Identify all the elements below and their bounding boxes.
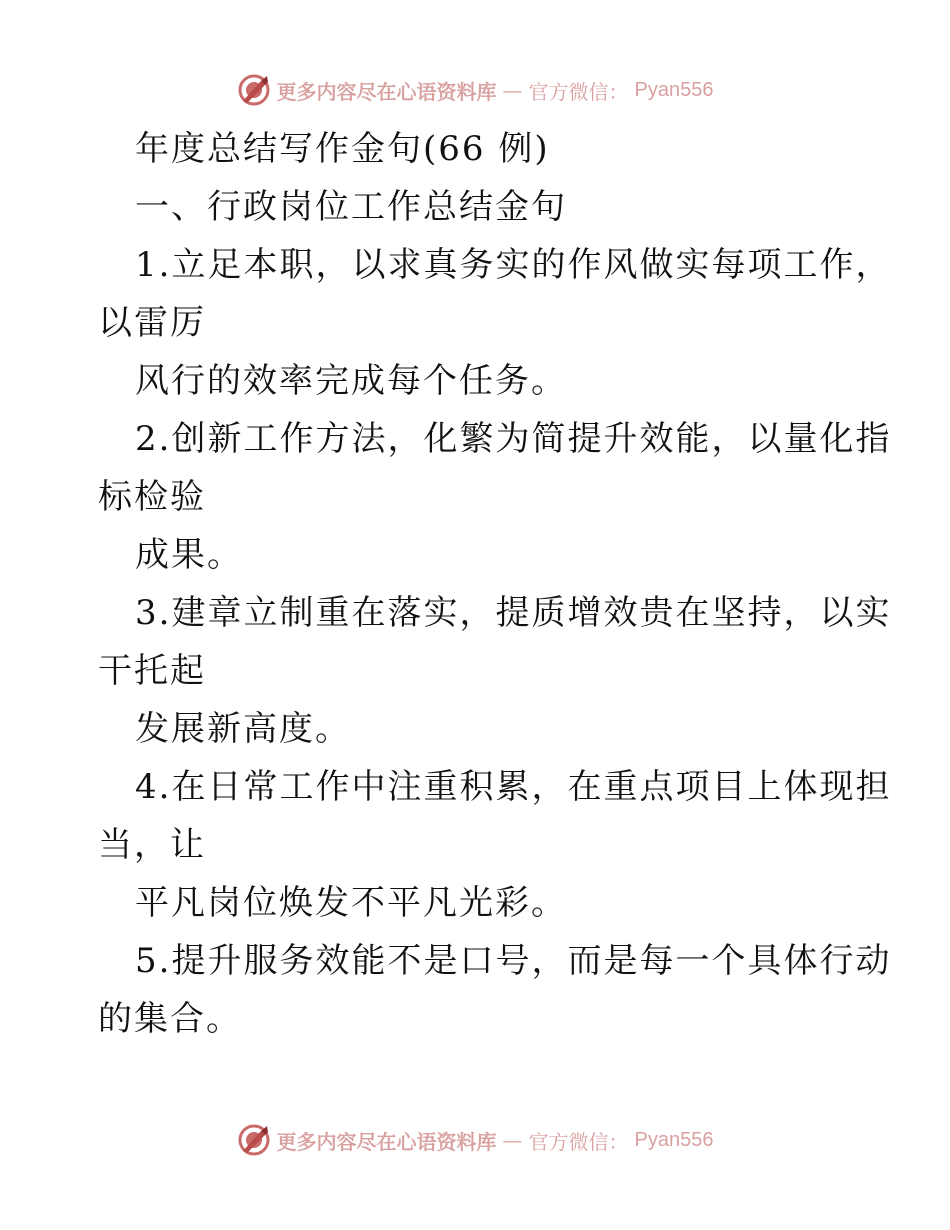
paragraph-line: 1.立足本职，以求真务实的作风做实每项工作， (135, 245, 892, 285)
paragraph-line: 当，让 (98, 825, 206, 865)
footer-banner-content (237, 1123, 714, 1157)
paragraph-line: 3.建章立制重在落实，提质增效贵在坚持，以实 (135, 593, 892, 633)
paragraph-line: 发展新高度。 (135, 709, 351, 749)
footer-banner (0, 1120, 950, 1160)
paragraph-line: 干托起 (98, 651, 206, 691)
paragraph-line: 风行的效率完成每个任务。 (135, 361, 567, 401)
paragraph-line: 4.在日常工作中注重积累，在重点项目上体现担 (135, 767, 892, 807)
paragraph-line: 2.创新工作方法，化繁为简提升效能，以量化指 (135, 419, 892, 459)
document-title: 年度总结写作金句(66 例) (135, 129, 550, 169)
paragraph-line: 5.提升服务效能不是口号，而是每一个具体行动 (135, 941, 892, 981)
pen-logo-icon (237, 1123, 271, 1157)
pen-logo-icon (237, 73, 271, 107)
paragraph-line: 的集合。 (98, 999, 242, 1039)
header-wechat-label: 官方微信： (528, 79, 629, 104)
header-banner-content (237, 73, 714, 107)
footer-banner-text: 更多内容尽在心语资料库 (276, 1129, 497, 1154)
footer-wechat-label: 官方微信： (528, 1129, 629, 1154)
footer-wechat-id: Pyan556 (634, 1128, 714, 1151)
paragraph-line: 成果。 (135, 535, 243, 575)
paragraph-line: 以雷厉 (98, 303, 206, 343)
header-banner-text: 更多内容尽在心语资料库 (276, 79, 497, 104)
paragraph-line: 平凡岗位焕发不平凡光彩。 (135, 883, 567, 923)
footer-banner-dash: — (502, 1128, 523, 1152)
document-body (98, 120, 892, 1048)
header-banner (0, 70, 950, 110)
header-wechat-id: Pyan556 (634, 78, 714, 101)
section-heading: 一、行政岗位工作总结金句 (135, 187, 567, 227)
paragraph-line: 标检验 (98, 477, 206, 517)
header-banner-dash: — (502, 78, 523, 102)
